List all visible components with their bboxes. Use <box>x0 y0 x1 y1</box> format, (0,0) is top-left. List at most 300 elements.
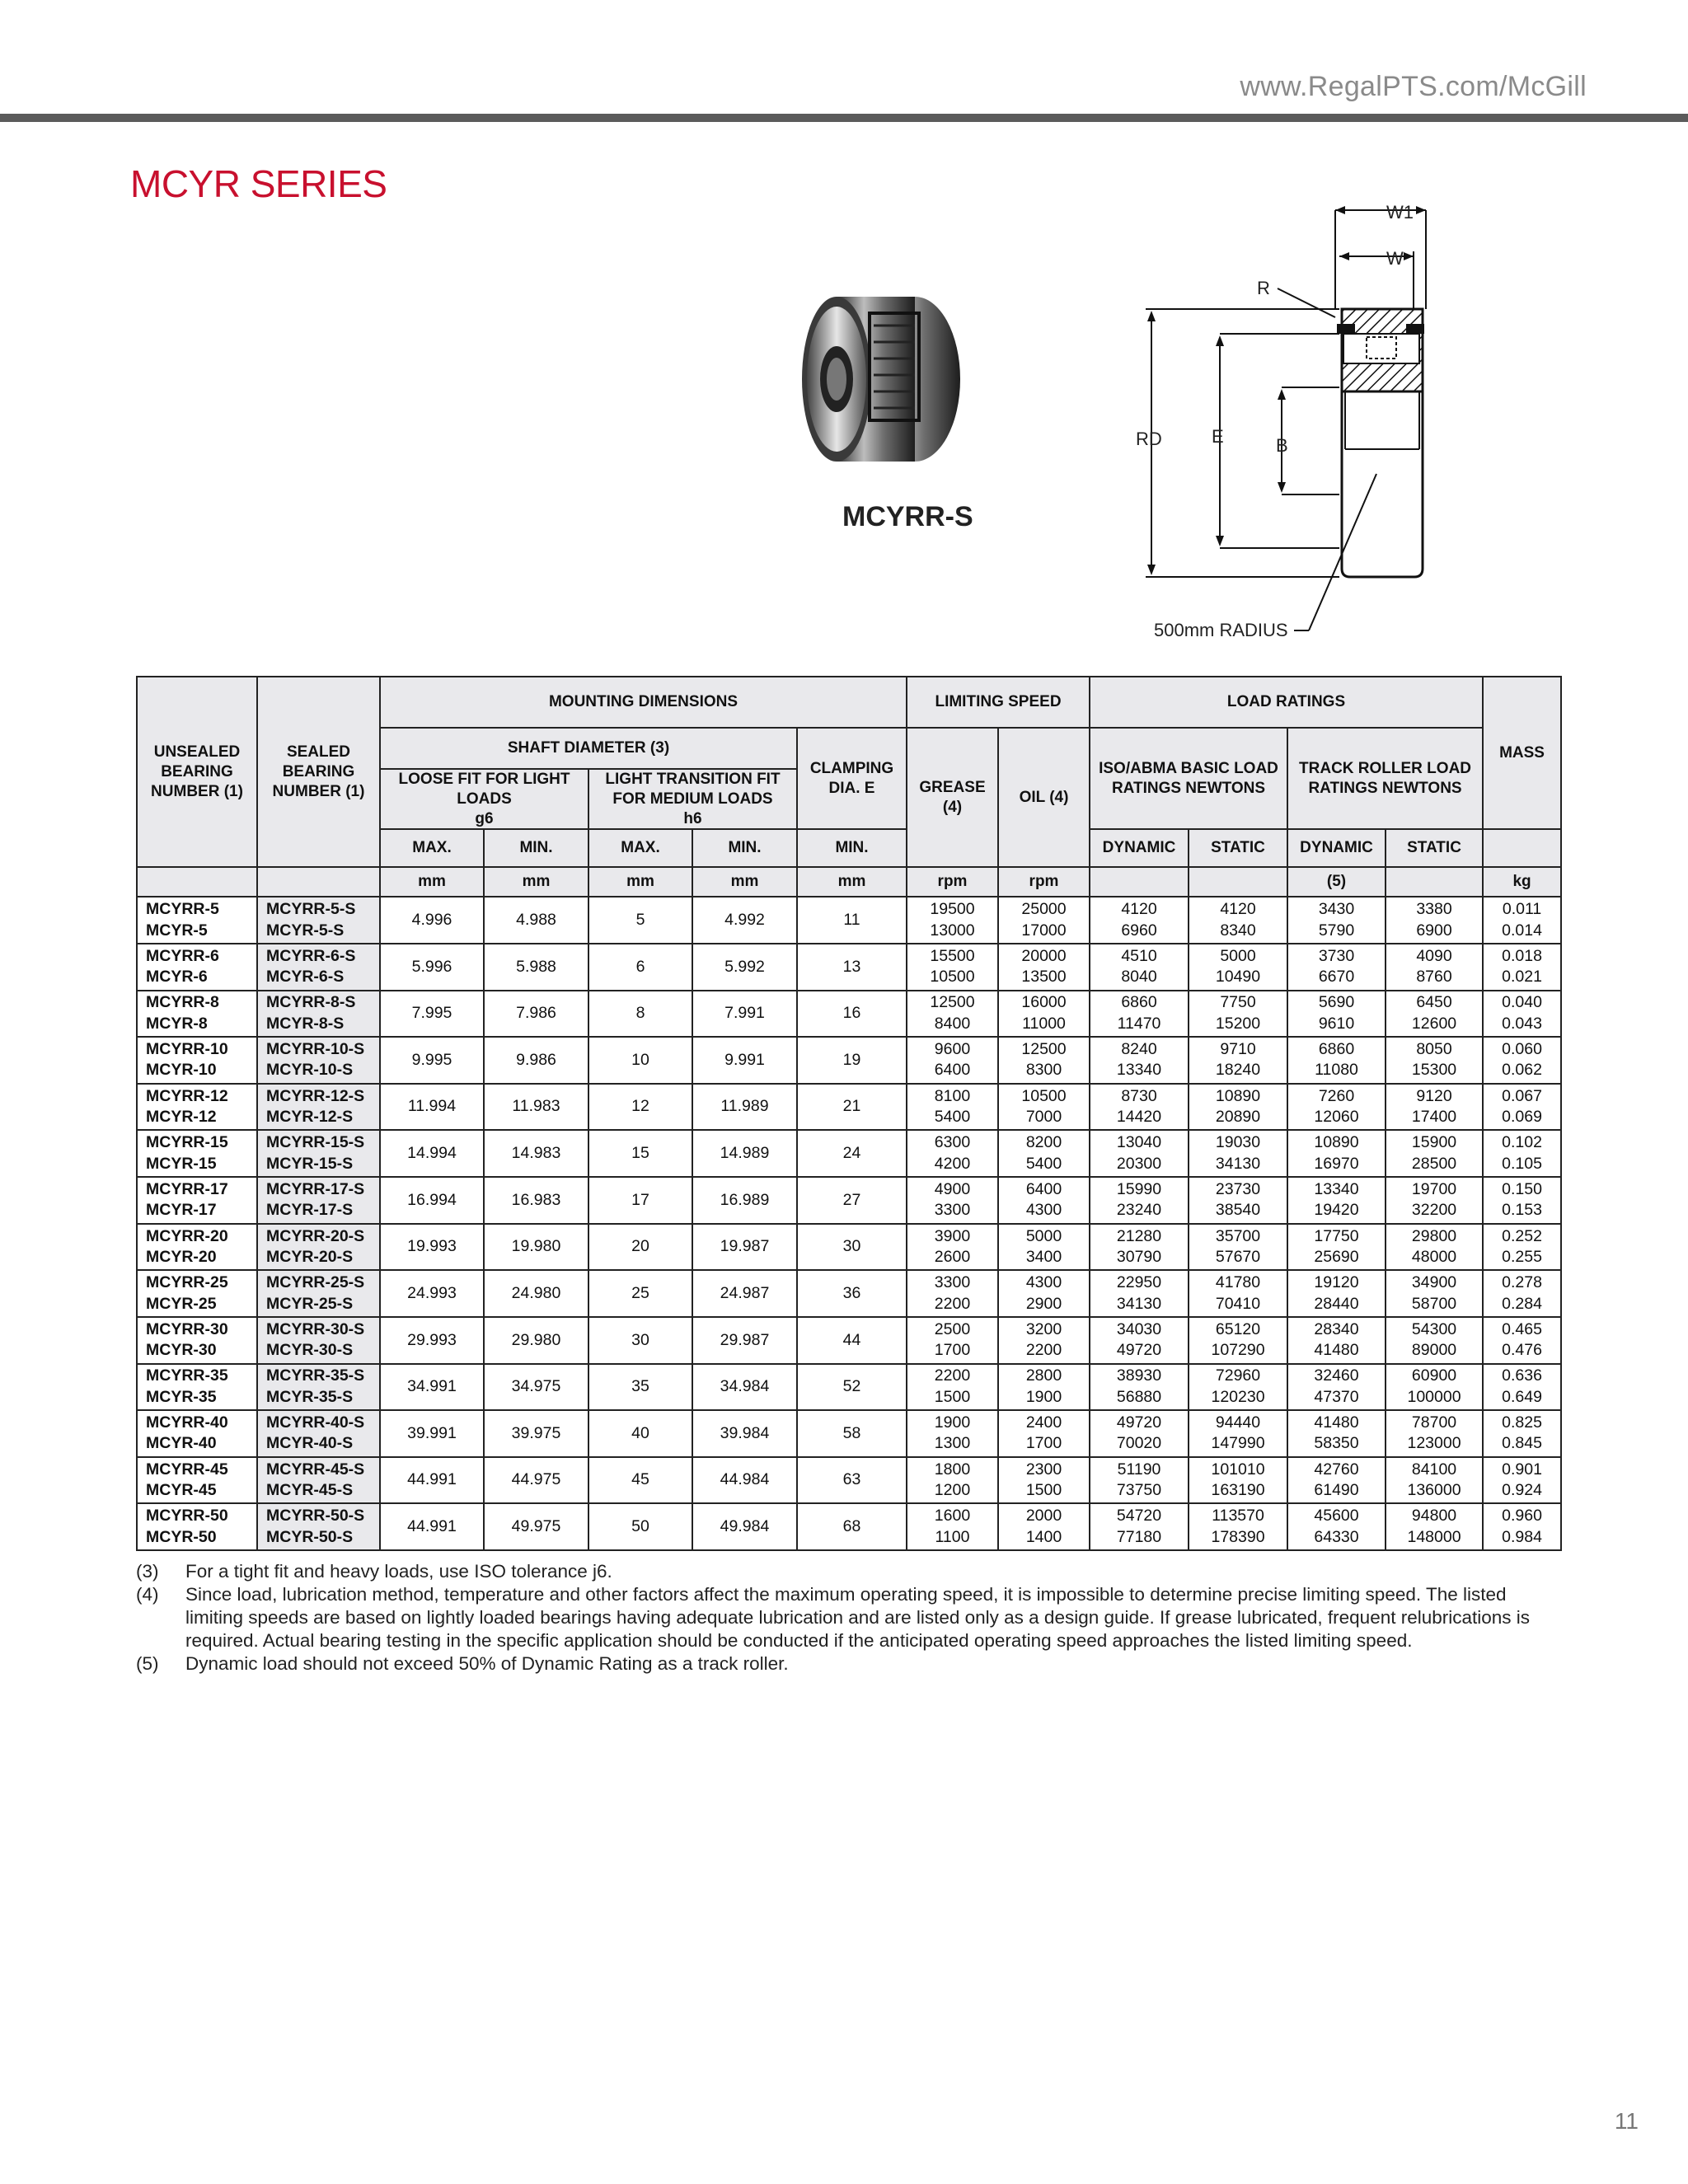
h6-max-cell <box>588 1503 692 1550</box>
g6-max-cell <box>380 1364 484 1411</box>
g6-max: 29.993 <box>407 1330 457 1349</box>
h6-min-cell <box>692 1317 797 1364</box>
mass: 0.984 <box>1502 1527 1542 1546</box>
mass-cell <box>1483 991 1561 1038</box>
iso-static: 10490 <box>1215 968 1261 987</box>
unsealed-number-cell <box>137 944 257 991</box>
unsealed-number: MCYR-12 <box>146 1108 217 1127</box>
oil-speed: 1500 <box>1025 1481 1062 1500</box>
grease-speed: 5400 <box>934 1108 971 1127</box>
units-blank-2 <box>257 867 380 897</box>
unsealed-number: MCYR-10 <box>146 1061 217 1080</box>
sealed-number-cell <box>257 1084 380 1131</box>
oil-speed: 25000 <box>1021 900 1067 919</box>
track-dynamic: 6670 <box>1318 968 1355 987</box>
mass: 0.067 <box>1502 1086 1542 1105</box>
track-static: 100000 <box>1407 1387 1461 1406</box>
h6-max-cell <box>588 1410 692 1457</box>
iso-dynamic-cell <box>1090 1317 1189 1364</box>
track-dynamic: 16970 <box>1314 1154 1359 1173</box>
table-row <box>137 1084 1561 1131</box>
mass-cell <box>1483 1364 1561 1411</box>
sealed-number-cell <box>257 1503 380 1550</box>
mass: 0.153 <box>1502 1201 1542 1220</box>
h6-min: 16.989 <box>720 1190 770 1209</box>
iso-dynamic: 11470 <box>1117 1014 1161 1033</box>
grease-speed: 9600 <box>934 1040 971 1059</box>
clamping-dia-cell <box>797 1270 907 1317</box>
h6-min-cell <box>692 1224 797 1271</box>
unsealed-number: MCYR-6 <box>146 968 208 987</box>
iso-dynamic-cell <box>1090 1177 1189 1224</box>
g6-max-cell <box>380 1410 484 1457</box>
unsealed-number: MCYRR-40 <box>146 1413 228 1432</box>
track-dynamic: 12060 <box>1314 1108 1359 1127</box>
track-dynamic: 17750 <box>1314 1226 1359 1245</box>
label-w1: W1 <box>1386 202 1414 223</box>
track-static: 123000 <box>1407 1434 1461 1453</box>
sealed-number-cell <box>257 1224 380 1271</box>
grease-speed: 1700 <box>934 1341 971 1360</box>
unsealed-number: MCYRR-45 <box>146 1460 228 1479</box>
track-dynamic-cell <box>1287 1457 1386 1504</box>
track-static-cell <box>1386 1224 1483 1271</box>
header-rule <box>0 114 1688 122</box>
track-dynamic-cell <box>1287 1503 1386 1550</box>
unit-cell: mm <box>588 867 692 897</box>
h6-max-cell <box>588 1177 692 1224</box>
h6-max-cell <box>588 1224 692 1271</box>
grease-speed: 1100 <box>935 1527 970 1546</box>
h6-min-cell <box>692 1270 797 1317</box>
g6-max-cell <box>380 1503 484 1550</box>
iso-static: 5000 <box>1220 946 1256 965</box>
grease-speed-cell <box>907 897 998 944</box>
unsealed-number-cell <box>137 1130 257 1177</box>
track-dynamic: 11080 <box>1315 1061 1358 1080</box>
track-static-cell <box>1386 1084 1483 1131</box>
iso-static: 120230 <box>1211 1387 1265 1406</box>
mass: 0.825 <box>1502 1413 1542 1432</box>
g6-max: 7.995 <box>411 1004 452 1023</box>
track-dynamic-cell <box>1287 897 1386 944</box>
oil-speed-cell <box>998 1037 1090 1084</box>
iso-dynamic: 77180 <box>1116 1527 1162 1546</box>
clamping-dia: 68 <box>842 1517 861 1536</box>
table-row <box>137 1224 1561 1271</box>
h6-min: 14.989 <box>720 1144 770 1163</box>
g6-max: 9.995 <box>411 1050 452 1069</box>
unsealed-number-cell <box>137 1503 257 1550</box>
bearing-photo-icon <box>799 276 964 478</box>
g6-max: 34.991 <box>407 1377 457 1396</box>
sealed-number: MCYR-35-S <box>266 1387 354 1406</box>
label-e: E <box>1212 426 1224 447</box>
h6-min: 5.992 <box>724 957 765 976</box>
sealed-number-cell <box>257 991 380 1038</box>
sealed-number-cell <box>257 1270 380 1317</box>
g6-max: 4.996 <box>411 910 452 929</box>
h6-min: 49.984 <box>720 1517 770 1536</box>
g6-min-cell <box>484 1270 588 1317</box>
iso-static: 70410 <box>1215 1294 1261 1313</box>
footnote <box>136 1560 1537 1583</box>
oil-speed: 1400 <box>1025 1527 1062 1546</box>
iso-static: 147990 <box>1211 1434 1265 1453</box>
grease-speed: 4200 <box>934 1154 971 1173</box>
unsealed-number-cell <box>137 1084 257 1131</box>
track-static-cell <box>1386 1457 1483 1504</box>
table-row <box>137 1177 1561 1224</box>
track-static: 60900 <box>1411 1366 1457 1385</box>
h6-max-cell <box>588 944 692 991</box>
iso-static: 35700 <box>1215 1226 1261 1245</box>
grease-speed-cell <box>907 1177 998 1224</box>
iso-static: 8340 <box>1220 921 1256 940</box>
sealed-number-cell <box>257 1364 380 1411</box>
clamping-dia-cell <box>797 1084 907 1131</box>
h6-min: 9.991 <box>724 1050 765 1069</box>
track-dynamic: 41480 <box>1314 1413 1359 1432</box>
clamping-dia: 16 <box>842 1004 861 1023</box>
oil-speed-cell <box>998 1177 1090 1224</box>
sealed-number: MCYRR-40-S <box>266 1413 365 1432</box>
g6-min-cell <box>484 1224 588 1271</box>
track-dynamic: 58350 <box>1314 1434 1359 1453</box>
mass-cell <box>1483 1177 1561 1224</box>
iso-dynamic-cell <box>1090 1503 1189 1550</box>
unit-cell <box>1386 867 1483 897</box>
mass-cell <box>1483 1457 1561 1504</box>
clamping-dia: 52 <box>842 1377 861 1396</box>
unsealed-number: MCYRR-15 <box>146 1133 228 1152</box>
table-row <box>137 1457 1561 1504</box>
sealed-number: MCYRR-6-S <box>266 946 356 965</box>
mass: 0.021 <box>1502 968 1542 987</box>
iso-dynamic-cell <box>1090 1270 1189 1317</box>
label-radius: 500mm RADIUS <box>1154 620 1288 640</box>
oil-speed-cell <box>998 1130 1090 1177</box>
unsealed-number: MCYR-45 <box>146 1481 217 1500</box>
unsealed-number: MCYRR-6 <box>146 946 219 965</box>
mass: 0.062 <box>1502 1061 1542 1080</box>
mass: 0.924 <box>1502 1481 1542 1500</box>
unsealed-number: MCYRR-17 <box>146 1179 228 1198</box>
oil-speed-cell <box>998 1224 1090 1271</box>
g6-min-cell <box>484 1317 588 1364</box>
clamping-dia: 30 <box>842 1237 861 1256</box>
unit-cell: rpm <box>907 867 998 897</box>
sealed-number: MCYR-6-S <box>266 968 345 987</box>
h6-max-cell <box>588 1270 692 1317</box>
label-rd: RD <box>1136 429 1162 449</box>
track-dynamic-cell <box>1287 1084 1386 1131</box>
track-static: 29800 <box>1411 1226 1457 1245</box>
track-static-cell <box>1386 1270 1483 1317</box>
g6-max-cell <box>380 897 484 944</box>
loose-fit-label: LOOSE FIT FOR LIGHT LOADS <box>398 771 570 808</box>
mass: 0.060 <box>1502 1040 1542 1059</box>
iso-dynamic: 6860 <box>1121 993 1157 1012</box>
track-dynamic: 45600 <box>1314 1507 1359 1526</box>
sealed-number: MCYR-5-S <box>266 921 345 940</box>
iso-static-cell <box>1189 944 1287 991</box>
sealed-number: MCYR-30-S <box>266 1341 354 1360</box>
h6-max: 12 <box>631 1097 649 1116</box>
h6-max-cell <box>588 1364 692 1411</box>
h6-max: 17 <box>631 1190 649 1209</box>
oil-speed: 5000 <box>1025 1226 1062 1245</box>
grease-speed-cell <box>907 1457 998 1504</box>
clamping-dia-cell <box>797 1130 907 1177</box>
iso-static-cell <box>1189 1130 1287 1177</box>
h6-min-cell <box>692 1130 797 1177</box>
mass: 0.043 <box>1502 1014 1542 1033</box>
mass-cell <box>1483 1130 1561 1177</box>
oil-speed-cell <box>998 991 1090 1038</box>
oil-speed: 11000 <box>1022 1014 1066 1033</box>
grease-speed: 1500 <box>934 1387 971 1406</box>
oil-speed-cell <box>998 944 1090 991</box>
h6-max-cell <box>588 1130 692 1177</box>
oil-speed: 20000 <box>1021 946 1067 965</box>
oil-speed: 2900 <box>1025 1294 1062 1313</box>
iso-static-cell <box>1189 1177 1287 1224</box>
iso-dynamic: 21280 <box>1116 1226 1162 1245</box>
clamping-dia-cell <box>797 1037 907 1084</box>
g6-min: 44.975 <box>511 1470 561 1489</box>
iso-dynamic: 6960 <box>1121 921 1157 940</box>
track-static: 89000 <box>1411 1341 1457 1360</box>
clamping-dia-cell <box>797 1177 907 1224</box>
oil-speed: 10500 <box>1021 1086 1067 1105</box>
track-static: 84100 <box>1411 1460 1457 1479</box>
iso-dynamic-cell <box>1090 1130 1189 1177</box>
iso-static-cell <box>1189 1037 1287 1084</box>
sealed-number-cell <box>257 897 380 944</box>
unsealed-number-cell <box>137 1177 257 1224</box>
unsealed-number: MCYRR-35 <box>146 1366 228 1385</box>
clamping-dia-cell <box>797 1224 907 1271</box>
mass: 0.845 <box>1502 1434 1542 1453</box>
unsealed-number-cell <box>137 1317 257 1364</box>
mass-cell <box>1483 1224 1561 1271</box>
track-static: 6900 <box>1416 921 1452 940</box>
iso-static-cell <box>1189 1457 1287 1504</box>
clamping-dia: 13 <box>842 957 861 976</box>
clamping-dia: 36 <box>842 1283 861 1302</box>
grease-speed: 13000 <box>930 921 975 940</box>
grease-speed: 2200 <box>934 1366 971 1385</box>
g6-min: 34.975 <box>511 1377 561 1396</box>
iso-static: 72960 <box>1215 1366 1261 1385</box>
h6-max: 15 <box>631 1144 649 1163</box>
iso-dynamic: 8040 <box>1121 968 1157 987</box>
track-dynamic-cell <box>1287 1130 1386 1177</box>
table-row <box>137 1037 1561 1084</box>
g6-min: 11.983 <box>512 1097 560 1116</box>
unsealed-number: MCYR-40 <box>146 1434 217 1453</box>
grease-speed: 3300 <box>934 1273 971 1292</box>
iso-static-cell <box>1189 991 1287 1038</box>
h6-min: 11.989 <box>720 1097 769 1116</box>
iso-static: 34130 <box>1215 1154 1261 1173</box>
iso-dynamic: 54720 <box>1116 1507 1162 1526</box>
clamping-dia-cell <box>797 1457 907 1504</box>
units-blank-1 <box>137 867 257 897</box>
mass: 0.284 <box>1502 1294 1542 1313</box>
sealed-number: MCYRR-5-S <box>266 900 356 919</box>
mass-cell <box>1483 1084 1561 1131</box>
label-w: W <box>1386 248 1404 269</box>
grease-speed: 2600 <box>934 1247 971 1266</box>
g6-max: 14.994 <box>407 1144 457 1163</box>
g6-min: 5.988 <box>516 957 556 976</box>
g6-min-cell <box>484 1364 588 1411</box>
iso-dynamic: 49720 <box>1116 1413 1162 1432</box>
h6-min-cell <box>692 1177 797 1224</box>
website-url: www.RegalPTS.com/McGill <box>1240 71 1587 102</box>
oil-speed: 7000 <box>1025 1108 1062 1127</box>
track-static: 12600 <box>1411 1014 1457 1033</box>
header-track-dynamic: DYNAMIC <box>1287 829 1386 867</box>
grease-speed-cell <box>907 991 998 1038</box>
oil-speed: 4300 <box>1025 1201 1062 1220</box>
h6-min-cell <box>692 1457 797 1504</box>
sealed-number-cell <box>257 1130 380 1177</box>
iso-dynamic-cell <box>1090 1037 1189 1084</box>
h6-min: 44.984 <box>720 1470 770 1489</box>
unit-cell <box>1189 867 1287 897</box>
track-dynamic: 64330 <box>1314 1527 1359 1546</box>
unit-cell: (5) <box>1287 867 1386 897</box>
cross-section-drawing <box>1129 185 1484 647</box>
track-dynamic: 5790 <box>1318 921 1355 940</box>
h6-min: 4.992 <box>724 910 765 929</box>
mass: 0.252 <box>1502 1226 1542 1245</box>
unit-cell: mm <box>380 867 484 897</box>
clamping-dia-cell <box>797 1317 907 1364</box>
unsealed-number-cell <box>137 1364 257 1411</box>
track-static-cell <box>1386 897 1483 944</box>
oil-speed-cell <box>998 897 1090 944</box>
grease-speed: 4900 <box>934 1179 971 1198</box>
h6-min-cell <box>692 991 797 1038</box>
clamping-dia-cell <box>797 1364 907 1411</box>
h6-max: 10 <box>631 1050 649 1069</box>
unsealed-number-cell <box>137 1457 257 1504</box>
g6-min-cell <box>484 991 588 1038</box>
clamping-dia-cell <box>797 944 907 991</box>
iso-static-cell <box>1189 897 1287 944</box>
g6-min: 29.980 <box>511 1330 561 1349</box>
sealed-number: MCYRR-8-S <box>266 993 356 1012</box>
g6-min-cell <box>484 1457 588 1504</box>
sealed-number-cell <box>257 1317 380 1364</box>
mass: 0.476 <box>1502 1341 1542 1360</box>
footnote-text: Since load, lubrication method, temperature and other factors affect the maximum operating speed, it is impossible to determine precise limiting speed. The listed limiting speeds are based on lightly loaded bearings having adequate lubrication and are listed only as a design guide. If grease lubricated, frequent relubrications is required. Actual bearing testing in the specific application should be conducted if the anticipated operating speed approaches the listed limiting speed. <box>185 1584 1531 1651</box>
track-dynamic: 32460 <box>1314 1366 1359 1385</box>
h6-max-cell <box>588 897 692 944</box>
g6-min: 14.983 <box>511 1144 561 1163</box>
sealed-number: MCYR-12-S <box>266 1108 354 1127</box>
track-static: 8760 <box>1416 968 1452 987</box>
light-transition-label: LIGHT TRANSITION FIT FOR MEDIUM LOADS <box>605 771 781 808</box>
iso-dynamic: 22950 <box>1116 1273 1162 1292</box>
track-dynamic: 3730 <box>1318 946 1355 965</box>
footnote-number: (3) <box>136 1561 159 1582</box>
track-dynamic: 13340 <box>1314 1179 1359 1198</box>
iso-dynamic-cell <box>1090 897 1189 944</box>
track-dynamic: 19120 <box>1314 1273 1359 1292</box>
unsealed-number: MCYR-8 <box>146 1014 208 1033</box>
sealed-number: MCYRR-20-S <box>266 1226 365 1245</box>
iso-dynamic: 13040 <box>1116 1133 1162 1152</box>
h6-max-cell <box>588 1457 692 1504</box>
grease-speed: 15500 <box>930 946 975 965</box>
header-iso-dynamic: DYNAMIC <box>1090 829 1189 867</box>
g6-max-cell <box>380 1130 484 1177</box>
mass: 0.105 <box>1502 1154 1542 1173</box>
header-g6-max: MAX. <box>380 829 484 867</box>
track-dynamic-cell <box>1287 1317 1386 1364</box>
mass: 0.040 <box>1502 993 1542 1012</box>
track-dynamic-cell <box>1287 1410 1386 1457</box>
iso-dynamic: 13340 <box>1116 1061 1162 1080</box>
sealed-number: MCYRR-12-S <box>266 1086 365 1105</box>
table-row <box>137 944 1561 991</box>
unsealed-number: MCYR-35 <box>146 1387 217 1406</box>
clamping-dia: 44 <box>842 1330 861 1349</box>
grease-speed: 10500 <box>930 968 975 987</box>
grease-speed: 2500 <box>934 1319 971 1338</box>
track-dynamic: 9610 <box>1318 1014 1355 1033</box>
light-transition-tolerance: h6 <box>683 809 702 827</box>
oil-speed: 2400 <box>1025 1413 1062 1432</box>
header-clamping: CLAMPING DIA. E <box>797 728 907 829</box>
unsealed-number: MCYR-17 <box>146 1201 217 1220</box>
unit-cell: mm <box>692 867 797 897</box>
header-iso-abma: ISO/ABMA BASIC LOAD RATINGS NEWTONS <box>1090 728 1287 829</box>
mass: 0.014 <box>1502 921 1542 940</box>
iso-static-cell <box>1189 1084 1287 1131</box>
oil-speed-cell <box>998 1503 1090 1550</box>
mass: 0.636 <box>1502 1366 1542 1385</box>
track-static: 34900 <box>1411 1273 1457 1292</box>
grease-speed-cell <box>907 1084 998 1131</box>
track-static: 54300 <box>1411 1319 1457 1338</box>
unsealed-number-cell <box>137 897 257 944</box>
iso-dynamic: 51190 <box>1117 1460 1161 1479</box>
g6-min: 16.983 <box>511 1190 561 1209</box>
track-static: 136000 <box>1407 1481 1461 1500</box>
g6-min-cell <box>484 944 588 991</box>
track-static-cell <box>1386 1410 1483 1457</box>
header-loose-fit <box>380 769 588 829</box>
iso-dynamic: 14420 <box>1116 1108 1162 1127</box>
sealed-number-cell <box>257 1410 380 1457</box>
oil-speed: 3400 <box>1025 1247 1062 1266</box>
unsealed-number: MCYRR-20 <box>146 1226 228 1245</box>
oil-speed-cell <box>998 1084 1090 1131</box>
mass: 0.018 <box>1502 946 1542 965</box>
grease-speed: 19500 <box>930 900 975 919</box>
iso-dynamic-cell <box>1090 1224 1189 1271</box>
label-b: B <box>1276 435 1288 456</box>
grease-speed: 8400 <box>934 1014 971 1033</box>
table-row <box>137 1503 1561 1550</box>
sealed-number-cell <box>257 1037 380 1084</box>
